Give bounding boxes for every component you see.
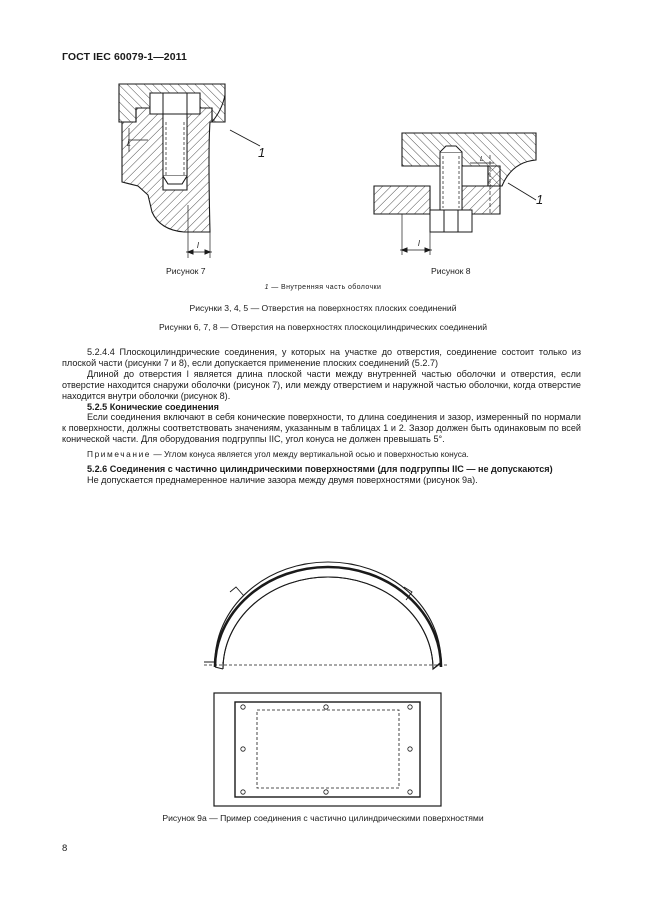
paragraph-5-2-6: Не допускается преднамеренное наличие зазора между двумя поверхностями (рисунок 9а). <box>87 474 478 485</box>
heading-5-2-5: 5.2.5 Конические соединения <box>87 401 219 412</box>
caption-figures-345: Рисунки 3, 4, 5 — Отверстия на поверхностях плоских соединений <box>189 303 457 313</box>
legend-dash: — <box>268 284 282 291</box>
fig8-caption: Рисунок 8 <box>431 266 471 276</box>
note-text: — Углом конуса является угол между вертикальной осью и поверхностью конуса. <box>151 449 469 460</box>
fig8-label-l: l <box>418 239 420 248</box>
page-number: 8 <box>62 843 68 854</box>
figure-8-drawing <box>374 133 536 255</box>
legend-number: 1 <box>264 284 269 291</box>
standard-header: ГОСТ IEC 60079-1—2011 <box>62 51 187 63</box>
figure-legend <box>0 284 646 291</box>
heading-5-2-6: 5.2.6 Соединения с частично цилиндрическими поверхностями (для подгруппы IIC — не допускаются) <box>87 464 553 475</box>
fig7-label-L: L <box>127 141 131 148</box>
body-text <box>62 347 581 486</box>
note <box>62 449 581 460</box>
paragraph-5-2-5: Если соединения включают в себя конические поверхности, то длина соединения и зазор, измеренный по нормали к поверхности, должны соответствовать значениям, указанным в таблицах 1 и 2. Зазор должен быть одинаковым по всей конической части. Для оборудования подгруппы IIC, угол конуса не должен превышать 5°. <box>62 412 581 445</box>
fig8-label-L: L <box>480 156 484 163</box>
figure-7-drawing <box>119 84 260 258</box>
figure-9a-drawing <box>204 562 448 806</box>
legend-text: Внутренняя часть оболочки <box>281 284 382 291</box>
fig7-label-1: 1 <box>258 145 266 160</box>
fig7-label-l: l <box>197 241 199 250</box>
note-label: Примечание <box>87 449 152 460</box>
caption-figure-9a: Рисунок 9а — Пример соединения с частично цилиндрическими поверхностями <box>162 813 484 823</box>
caption-figures-678: Рисунки 6, 7, 8 — Отверстия на поверхностях плоскоцилиндрических соединений <box>158 322 488 332</box>
fig8-label-1: 1 <box>536 192 544 207</box>
paragraph-length-definition: Длиной до отверстия l является длина плоской части между внутренней частью оболочки и отверстия, если отверстие находится снаружи оболочки (рисунок 7), или между отверстием и наружной частью оболочки, когда отверстие находится внутри оболочки (рисунок 8). <box>62 368 581 401</box>
fig7-caption: Рисунок 7 <box>166 266 206 276</box>
paragraph-5-2-4-4: 5.2.4.4 Плоскоцилиндрические соединения, у которых на участке до отверстия, соединение состоит только из плоской части (рисунки 7 и 8), если допускается применение плоских соединений (5.2.7) <box>62 347 581 368</box>
